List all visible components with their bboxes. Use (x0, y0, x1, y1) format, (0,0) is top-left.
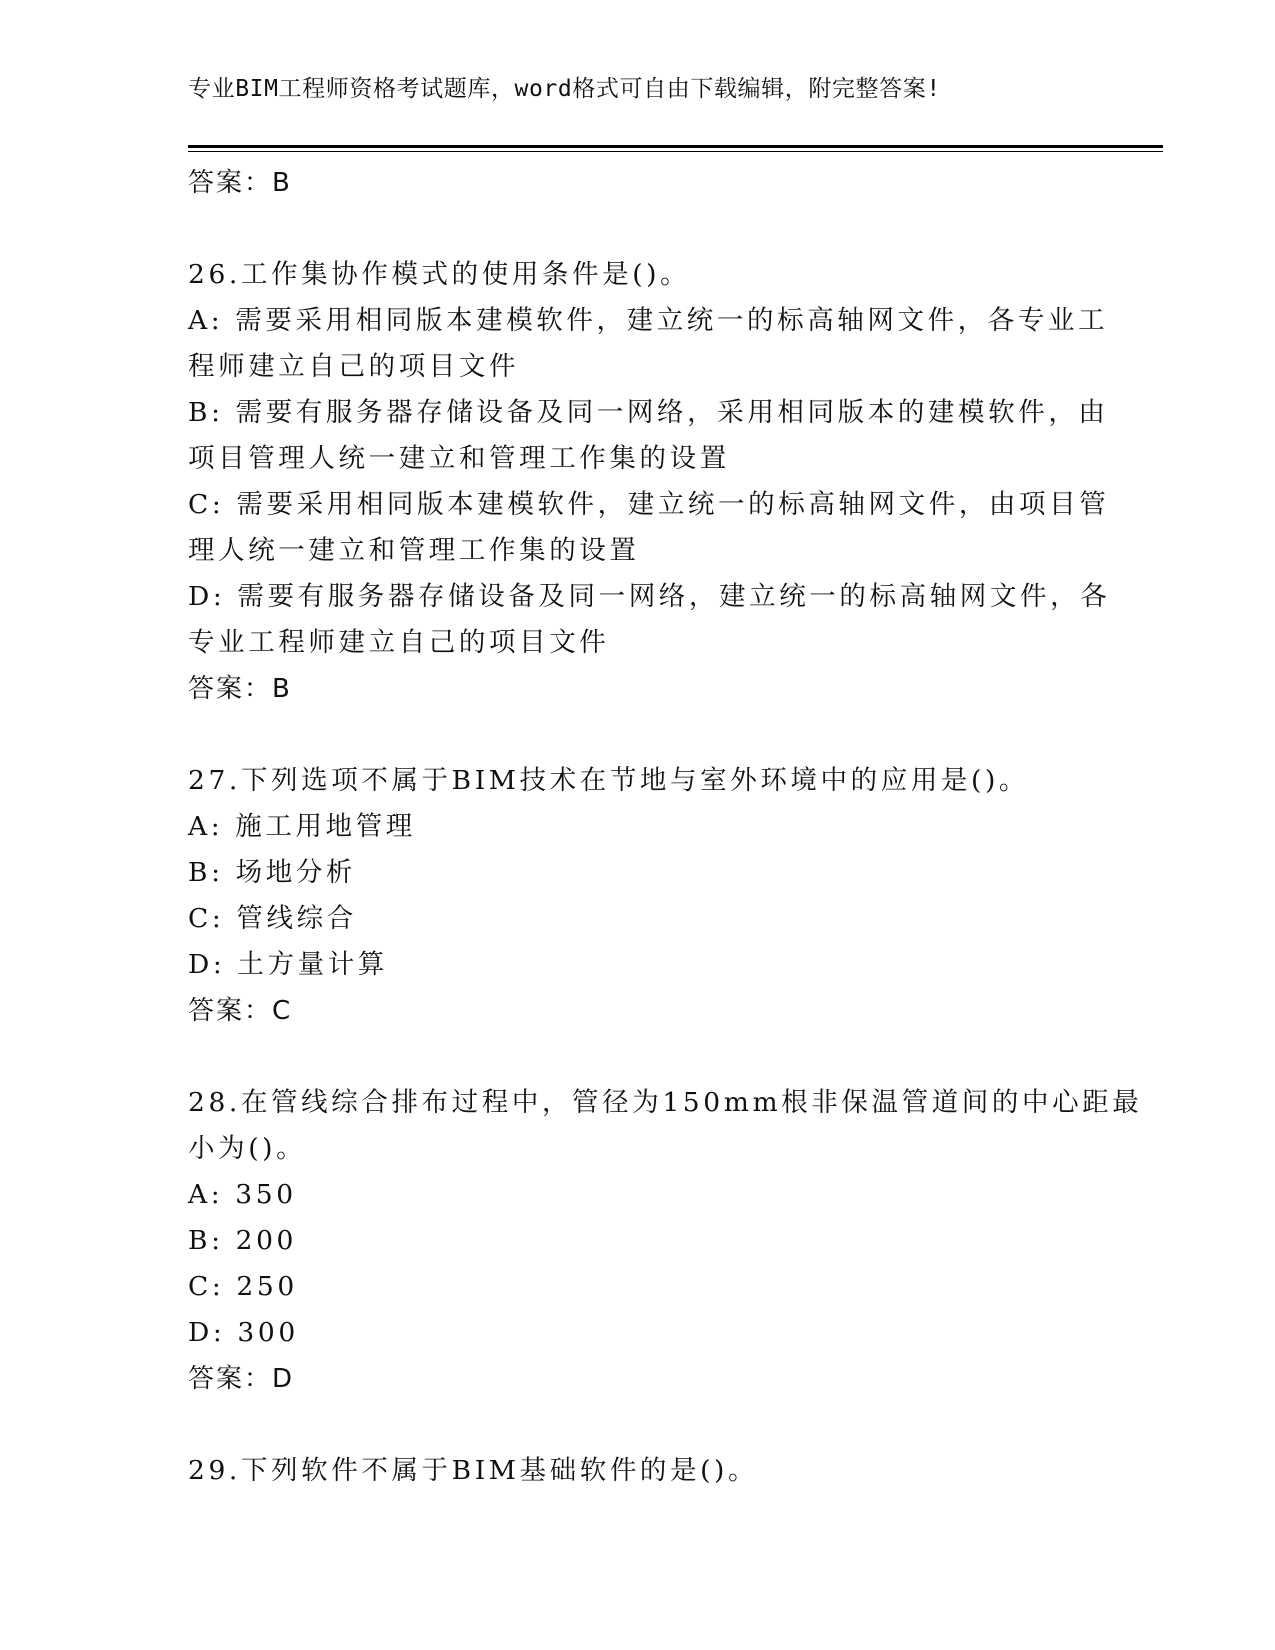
answer-q27: 答案：C (188, 996, 293, 1026)
option-b: B: 200 (188, 1225, 298, 1256)
option-d-cont: 专业工程师建立自己的项目文件 (188, 627, 610, 658)
option-a: A: 需要采用相同版本建模软件，建立统一的标高轴网文件，各专业工 (188, 305, 1109, 336)
option-d: D: 需要有服务器存储设备及同一网络，建立统一的标高轴网文件，各 (188, 581, 1111, 612)
question-stem: 26.工作集协作模式的使用条件是()。 (188, 259, 691, 290)
option-a: A: 施工用地管理 (188, 811, 416, 842)
option-c: C: 管线综合 (188, 903, 357, 934)
option-b: B: 场地分析 (188, 857, 357, 888)
spacer (188, 1402, 1088, 1448)
question-content (188, 160, 1143, 1494)
option-a: A: 350 (188, 1179, 297, 1210)
header-rule-thin (188, 151, 1163, 152)
question-stem-cont: 小为()。 (188, 1133, 307, 1164)
option-b-cont: 项目管理人统一建立和管理工作集的设置 (188, 443, 730, 474)
page-header: 专业BIM工程师资格考试题库，word格式可自由下载编辑，附完整答案! (188, 76, 941, 102)
spacer (188, 206, 1088, 252)
option-d: D: 300 (188, 1317, 299, 1348)
option-a-cont: 程师建立自己的项目文件 (188, 351, 520, 382)
answer-q28: 答案：D (188, 1364, 295, 1394)
header-rule-thick (188, 145, 1163, 148)
option-c: C: 需要采用相同版本建模软件，建立统一的标高轴网文件，由项目管 (188, 489, 1110, 520)
spacer (188, 1034, 1088, 1080)
answer-q25: 答案：B (188, 168, 292, 198)
option-d: D: 土方量计算 (188, 949, 388, 980)
question-26 (188, 252, 1111, 712)
question-stem: 28.在管线综合排布过程中，管径为150mm根非保温管道间的中心距最 (188, 1087, 1143, 1118)
option-c-cont: 理人统一建立和管理工作集的设置 (188, 535, 640, 566)
question-29 (188, 1448, 1088, 1494)
answer-q26: 答案：B (188, 674, 292, 704)
question-27 (188, 758, 1088, 1034)
option-b: B: 需要有服务器存储设备及同一网络，采用相同版本的建模软件，由 (188, 397, 1109, 428)
question-stem: 29.下列软件不属于BIM基础软件的是()。 (188, 1455, 759, 1486)
spacer (188, 712, 1088, 758)
question-28 (188, 1080, 1143, 1402)
option-c: C: 250 (188, 1271, 298, 1302)
question-stem: 27.下列选项不属于BIM技术在节地与室外环境中的应用是()。 (188, 765, 1029, 796)
